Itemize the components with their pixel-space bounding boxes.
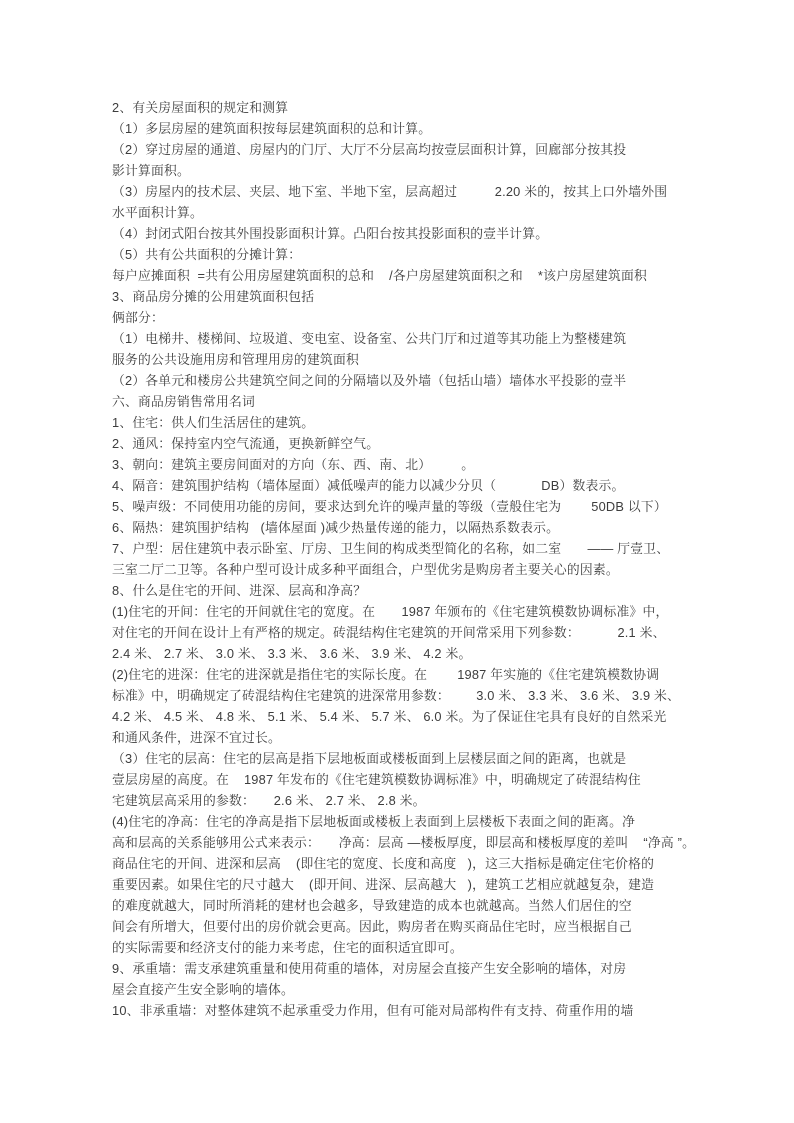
doc-line: 服务的公共设施用房和管理用房的建筑面积 — [112, 352, 359, 367]
doc-line: (4)住宅的净高：住宅的净高是指下层地板面或楼板上表面到上层楼板下表面之间的距离。净 — [112, 814, 636, 829]
doc-line: 壹层房屋的高度。在 1987 年发布的《住宅建筑模数协调标准》中，明确规定了砖混结构住 — [112, 772, 641, 787]
doc-line: （3）房屋内的技术层、夹层、地下室、半地下室，层高超过 2.20 米的，按其上口外墙外围 — [112, 184, 668, 199]
doc-line: 俩部分： — [112, 310, 164, 325]
doc-line: 每户应摊面积 =共有公用房屋建筑面积的总和 /各户房屋建筑面积之和 *该户房屋建筑面积 — [112, 268, 648, 283]
doc-line: 4.2 米、 4.5 米、 4.8 米、 5.1 米、 5.4 米、 5.7 米、 6.0 米。为了保证住宅具有良好的自然采光 — [112, 709, 667, 724]
doc-line: 9、承重墙：需支承建筑重量和使用荷重的墙体，对房屋会直接产生安全影响的墙体，对房 — [112, 961, 627, 976]
doc-line: 6、隔热：建筑围护结构 (墙体屋面 )减少热量传递的能力，以隔热系数表示。 — [112, 520, 560, 535]
doc-line: (1)住宅的开间：住宅的开间就住宅的宽度。在 1987 年颁布的《住宅建筑模数协调标准》中， — [112, 604, 669, 619]
doc-line: 2、通风：保持室内空气流通，更换新鲜空气。 — [112, 436, 380, 451]
doc-line: 高和层高的关系能够用公式来表示： 净高：层高 —楼板厚度，即层高和楼板厚度的差叫 “净高 ”。 — [112, 835, 696, 850]
doc-line: 2.4 米、 2.7 米、 3.0 米、 3.3 米、 3.6 米、 3.9 米、 4.2 米。 — [112, 646, 472, 661]
doc-line: （2）穿过房屋的通道、房屋内的门厅、大厅不分层高均按壹层面积计算，回廊部分按其投 — [112, 142, 627, 157]
doc-line: 的实际需要和经济支付的能力来考虑，住宅的面积适宜即可。 — [112, 940, 463, 955]
doc-line: （4）封闭式阳台按其外围投影面积计算。凸阳台按其投影面积的壹半计算。 — [112, 226, 549, 241]
doc-line: 5、噪声级：不同使用功能的房间，要求达到允许的噪声量的等级（壹般住宅为 50DB 以下） — [112, 499, 667, 514]
doc-line: 2、有关房屋面积的规定和测算 — [112, 100, 289, 115]
document-text-block — [112, 97, 732, 1021]
doc-line: 六、商品房销售常用名词 — [112, 394, 255, 409]
doc-line: 8、什么是住宅的开间、进深、层高和净高？ — [112, 583, 367, 598]
doc-line: （3）住宅的层高：住宅的层高是指下层地板面或楼板面到上层楼层面之间的距离，也就是 — [112, 751, 627, 766]
doc-line: 7、户型：居住建筑中表示卧室、厅房、卫生间的构成类型简化的名称，如二室 —— 厅壹卫、 — [112, 541, 670, 556]
doc-line: 商品住宅的开间、进深和层高 (即住宅的宽度、长度和高度 )，这三大指标是确定住宅价格的 — [112, 856, 655, 871]
doc-line: (2)住宅的进深：住宅的进深就是指住宅的实际长度。在 1987 年实施的《住宅建筑模数协调 — [112, 667, 660, 682]
doc-line: 间会有所增大，但要付出的房价就会更高。因此，购房者在购买商品住宅时，应当根据自己 — [112, 919, 632, 934]
doc-line: 3、商品房分摊的公用建筑面积包括 — [112, 289, 315, 304]
doc-line: 标准》中，明确规定了砖混结构住宅建筑的进深常用参数： 3.0 米、 3.3 米、 3.6 米、 3.9 米、 — [112, 688, 681, 703]
doc-line: 4、隔音：建筑围护结构（墙体屋面）减低噪声的能力以减少分贝（ DB）数表示。 — [112, 478, 625, 493]
doc-line: 水平面积计算。 — [112, 205, 203, 220]
doc-line: 3、朝向：建筑主要房间面对的方向（东、西、南、北） 。 — [112, 457, 475, 472]
doc-line: （5）共有公共面积的分摊计算： — [112, 247, 302, 262]
doc-line: 三室二厅二卫等。各种户型可设计成多种平面组合，户型优劣是购房者主要关心的因素。 — [112, 562, 619, 577]
doc-line: 重要因素。如果住宅的尺寸越大 (即开间、进深、层高越大 )，建筑工艺相应就越复杂，建造 — [112, 877, 655, 892]
doc-line: 1、住宅：供人们生活居住的建筑。 — [112, 415, 315, 430]
doc-line: （1）电梯井、楼梯间、垃圾道、变电室、设备室、公共门厅和过道等其功能上为整楼建筑 — [112, 331, 627, 346]
doc-line: 屋会直接产生安全影响的墙体。 — [112, 982, 294, 997]
doc-line: 对住宅的开间在设计上有严格的规定。砖混结构住宅建筑的开间常采用下列参数： 2.1 米、 — [112, 625, 666, 640]
doc-line: 和通风条件，进深不宜过长。 — [112, 730, 281, 745]
doc-line: （1）多层房屋的建筑面积按每层建筑面积的总和计算。 — [112, 121, 432, 136]
doc-line: 影计算面积。 — [112, 163, 190, 178]
doc-line: 宅建筑层高采用的参数： 2.6 米、 2.7 米、 2.8 米。 — [112, 793, 426, 808]
doc-line: 10、非承重墙：对整体建筑不起承重受力作用，但有可能对局部构件有支持、荷重作用的墙 — [112, 1003, 634, 1018]
doc-line: （2）各单元和楼房公共建筑空间之间的分隔墙以及外墙（包括山墙）墙体水平投影的壹半 — [112, 373, 627, 388]
doc-line: 的难度就越大，同时所消耗的建材也会越多，导致建造的成本也就越高。当然人们居住的空 — [112, 898, 632, 913]
